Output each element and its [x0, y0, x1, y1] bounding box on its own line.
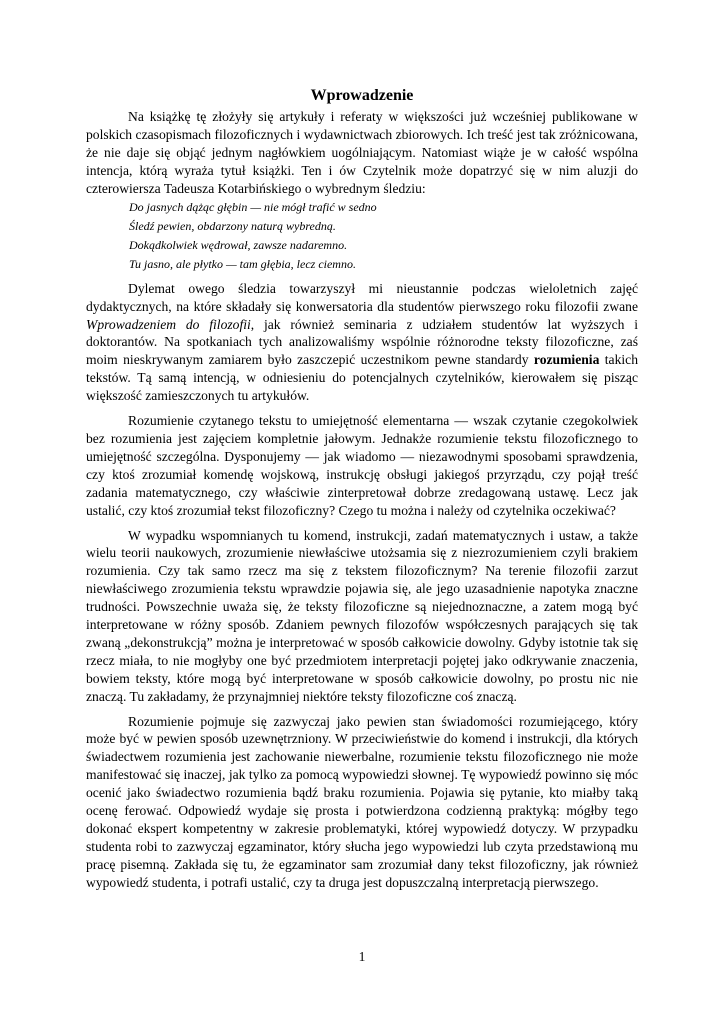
document-page: [86, 86, 638, 899]
paragraph-text: takich tekstów. Tą samą intencją, w odniesieniu do potencjalnych czytelników, kierowałem się pisząc większość zamieszczonych tu artykułów.: [86, 352, 638, 404]
paragraph-dilemma: [86, 280, 638, 405]
page-number: 1: [358, 949, 366, 964]
poem-line: Dokądkolwiek wędrował, zawsze nadaremno.: [129, 238, 348, 253]
paragraph-text: , jak również seminaria z udziałem studentów lat wyższych i doktorantów. Na spotkaniach tych analizowaliśmy wspólnie różnorodne teksty filozoficzne, zaś moim nieskrywanym zamiarem było zaszczepić uczestnikom pewne standardy: [86, 316, 638, 368]
italic-course-title: Wprowadzeniem do filozofii: [86, 316, 251, 332]
poem-line: Do jasnych dążąc głębin — nie mógł trafić w sedno: [129, 199, 377, 214]
paragraph-misunderstanding: W wypadku wspomnianych tu komend, instrukcji, zadań matematycznych i ustaw, a także wielu teorii naukowych, zrozumienie niewłaściwe utożsamia się z niezrozumieniem czyli brakiem rozumienia. Czy tak samo rzecz ma się z tekstem filozoficznym? Na terenie filozofii zarzut niewłaściwego zrozumienia tekstu wprawdzie pojawia się, ale jego uzasadnienie napotyka znaczne trudności. Powszechnie uważa się, że teksty filozoficzne są niejednoznaczne, a zatem mogą być interpretowane w różny sposób. Zdaniem pewnych filozofów współczesnych parających się tak zwaną „dekonstrukcją” można je interpretować w sposób całkowicie dowolny. Gdyby istotnie tak się rzecz miała, to nie mogłyby one być przedmiotem interpretacji pojętej jako odkrywanie znaczenia, bowiem teksty, które mogą być interpretowane w sposób całkowicie dowolny, po prostu nic nie znaczą. Tu zakładamy, że przynajmniej niektóre teksty filozoficzne coś znaczą.: [86, 527, 638, 704]
paragraph-text: Dylemat owego śledzia towarzyszył mi nieustannie podczas wieloletnich zajęć dydaktycznych, na które składały się konwersatoria dla studentów pierwszego roku filozofii zwane: [86, 280, 638, 314]
poem-line: Tu jasno, ale płytko — tam głębia, lecz ciemno.: [129, 257, 356, 272]
paragraph-reading-comprehension: Rozumienie czytanego tekstu to umiejętność elementarna — wszak czytanie czegokolwiek bez rozumienia jest zajęciem kompletnie jałowym. Jednakże rozumienie tekstu filozoficznego to umiejętność szczególna. Dysponujemy — jak wiadomo — niezawodnymi sposobami sprawdzenia, czy ktoś zrozumiał komendę wojskową, instrukcję obsługi jakiegoś przyrządu, czy pojął treść zadania matematycznego, czy właściwie zinterpretował dobrze zredagowaną ustawę. Lecz jak ustalić, czy ktoś zrozumiał tekst filozoficzny? Czego tu można i należy od czytelnika oczekiwać?: [86, 413, 638, 518]
poem-line: Śledź pewien, obdarzony naturą wybredną.: [129, 218, 336, 233]
chapter-title: Wprowadzenie: [310, 87, 414, 104]
poem-quote: [129, 198, 638, 275]
bold-term: rozumienia: [533, 352, 600, 368]
paragraph-intro: Na książkę tę złożyły się artykuły i referaty w większości już wcześniej publikowane w polskich czasopismach filozoficznych i wydawnictwach zbiorowych. Ich treść jest tak zróżnicowana, że nie daje się objąć jednym nagłówkiem uogólniającym. Natomiast wiąże je w całość wspólna intencja, którą wyraża tytuł książki. Ten i ów Czytelnik może dopatrzyć się w nim aluzji do czterowiersza Tadeusza Kotarbińskiego o wybrednym śledziu:: [86, 109, 638, 196]
paragraph-understanding-state: Rozumienie pojmuje się zazwyczaj jako pewien stan świadomości rozumiejącego, który może być w pewien sposób uzewnętrzniony. W przeciwieństwie do komend i instrukcji, dla których świadectwem rozumienia jest zachowanie niewerbalne, rozumienie tekstu filozoficznego nie może manifestować się inaczej, jak tylko za pomocą wypowiedzi słownej. Tę wypowiedź powinno się móc ocenić jako świadectwo rozumienia bądź braku rozumienia. Pojawia się pytanie, kto miałby taką ocenę ferować. Odpowiedź wydaje się prosta i potwierdzona codzienną praktyką: mógłby tego dokonać ekspert kompetentny w zakresie problematyki, której wypowiedź dotyczy. W przypadku studenta robi to zazwyczaj egzaminator, który słucha jego wypowiedzi lub czyta przedstawioną mu pracę pisemną. Zakłada się tu, że egzaminator sam zrozumiał dany tekst filozoficzny, jak również wypowiedź studenta, i potrafi ustalić, czy ta druga jest dopuszczalną interpretacją pierwszego.: [86, 713, 638, 890]
